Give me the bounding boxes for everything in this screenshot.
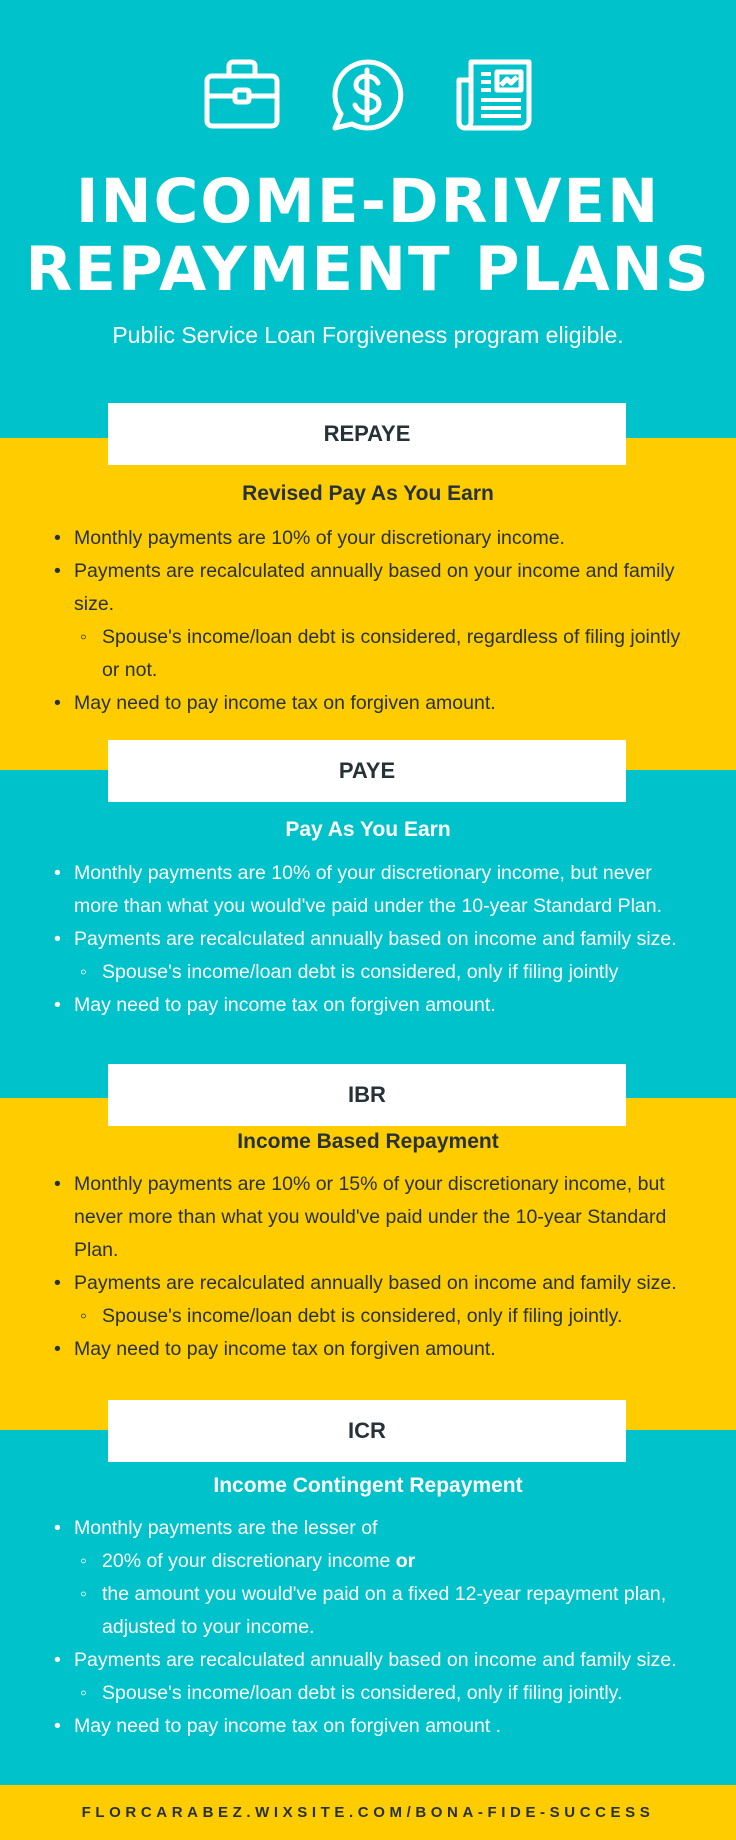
sub-list-item: ◦ Spouse's income/loan debt is considered, only if filing jointly — [50, 956, 700, 989]
list-item: • May need to pay income tax on forgiven amount. — [50, 1333, 700, 1366]
bullet-list — [50, 857, 700, 1022]
list-item: • Monthly payments are 10% of your discretionary income. — [50, 522, 700, 555]
plan-full-name-ibr: Income Based Repayment — [237, 1130, 499, 1153]
list-item: • Payments are recalculated annually based on your income and family size. — [50, 555, 700, 621]
list-item: • Payments are recalculated annually based on income and family size. — [50, 1267, 700, 1300]
plan-name: REPAYE — [323, 421, 411, 446]
footer-bar — [0, 1785, 736, 1840]
bullet-list — [50, 1512, 700, 1743]
plan-full-name-icr: Income Contingent Repayment — [213, 1474, 523, 1497]
title-line-1: INCOME-DRIVEN — [75, 166, 661, 237]
list-item: • Payments are recalculated annually based on income and family size. — [50, 923, 700, 956]
list-item: • Monthly payments are 10% or 15% of your discretionary income, but never more than what you would've paid under the 10-year Standard Plan. — [50, 1168, 700, 1267]
plan-details-ibr — [50, 1168, 700, 1366]
header-icons — [0, 58, 736, 137]
plan-name: PAYE — [338, 758, 396, 783]
plan-name-box-ibr — [108, 1064, 626, 1126]
plan-name: ICR — [348, 1418, 386, 1443]
plan-name-box-paye — [108, 740, 626, 802]
briefcase-icon — [203, 58, 281, 137]
list-item: • Payments are recalculated annually based on income and family size. — [50, 1644, 700, 1677]
list-item: • May need to pay income tax on forgiven amount . — [50, 1710, 700, 1743]
list-item: • May need to pay income tax on forgiven amount. — [50, 989, 700, 1022]
list-item: • May need to pay income tax on forgiven amount. — [50, 687, 700, 720]
footer-url-link[interactable]: FLORCARABEZ.WIXSITE.COM/BONA-FIDE-SUCCESS — [81, 1804, 655, 1821]
sub-list-item: ◦ Spouse's income/loan debt is considered, regardless of filing jointly or not. — [50, 621, 700, 687]
plan-name-box-icr — [108, 1400, 626, 1462]
bullet-list — [50, 1168, 700, 1366]
sub-list-item: ◦ Spouse's income/loan debt is considered, only if filing jointly. — [50, 1300, 700, 1333]
bullet-list — [50, 522, 700, 720]
list-item: • Monthly payments are the lesser of — [50, 1512, 700, 1545]
plan-name-box-repaye — [108, 403, 626, 465]
plan-details-icr — [50, 1512, 700, 1743]
plan-full-name-repaye: Revised Pay As You Earn — [242, 482, 494, 505]
page-title — [0, 168, 736, 304]
title-line-2: REPAYMENT PLANS — [25, 234, 711, 305]
plan-details-paye — [50, 857, 700, 1022]
newspaper-icon — [455, 58, 533, 137]
list-item: • Monthly payments are 10% of your discretionary income, but never more than what you would've paid under the 10-year Standard Plan. — [50, 857, 700, 923]
plan-full-name-paye: Pay As You Earn — [285, 818, 451, 841]
plan-details-repaye — [50, 522, 700, 720]
sub-list-item: ◦ Spouse's income/loan debt is considered, only if filing jointly. — [50, 1677, 700, 1710]
dollar-speech-bubble-icon — [329, 58, 407, 137]
sub-list-item-text: 20% of your discretionary income — [102, 1550, 391, 1572]
page-subtitle: Public Service Loan Forgiveness program eligible. — [112, 322, 624, 348]
bold-conjunction: or — [395, 1550, 416, 1572]
plan-name: IBR — [348, 1082, 386, 1107]
sub-list-item: ◦ the amount you would've paid on a fixed 12-year repayment plan, adjusted to your income. — [50, 1578, 700, 1644]
sub-list-item — [50, 1545, 700, 1578]
